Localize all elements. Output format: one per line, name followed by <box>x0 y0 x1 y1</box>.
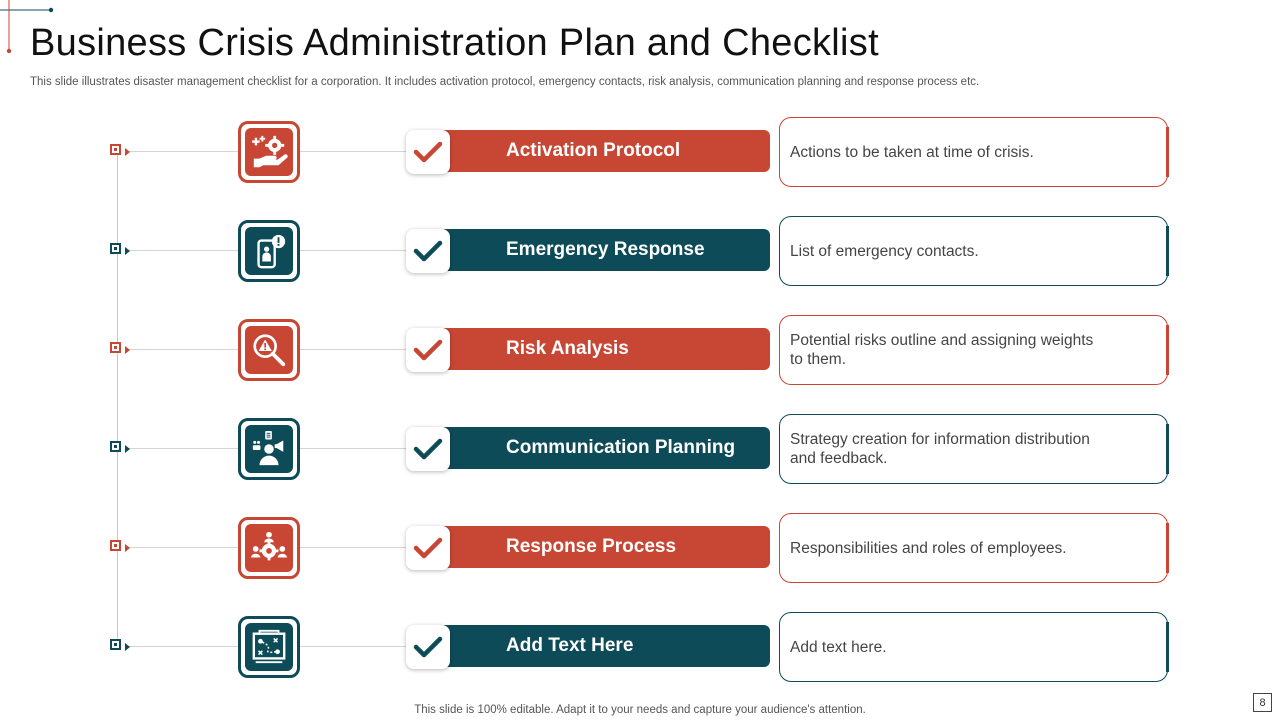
item-label: Add Text Here <box>506 635 634 656</box>
checklist-row <box>0 612 1280 682</box>
checklist-row <box>0 117 1280 187</box>
checklist-row <box>0 414 1280 484</box>
checkbox-checked[interactable] <box>406 526 450 570</box>
item-label: Activation Protocol <box>506 140 681 161</box>
checkbox-checked[interactable] <box>406 625 450 669</box>
item-label: Response Process <box>506 536 677 557</box>
item-icon-tile <box>238 418 300 480</box>
checkbox-checked[interactable] <box>406 427 450 471</box>
item-description: List of emergency contacts. <box>790 242 979 260</box>
page-subtitle: This slide illustrates disaster management checklist for a corporation. It includes activation protocol, emergency contacts, risk analysis, communication planning and response process etc. <box>30 76 980 88</box>
timeline-node-dot <box>114 247 117 250</box>
item-description-box <box>779 315 1168 385</box>
magnifier-warning-icon <box>245 326 293 374</box>
item-description-box <box>779 513 1168 583</box>
page-title: Business Crisis Administration Plan and Checklist <box>30 22 879 64</box>
footer-note: This slide is 100% editable. Adapt it to your needs and capture your audience's attention. <box>414 704 866 716</box>
strategy-board-icon <box>245 623 293 671</box>
timeline-node-dot <box>114 643 117 646</box>
item-label: Communication Planning <box>506 437 736 458</box>
page-number: 8 <box>1253 693 1272 712</box>
checkbox-checked[interactable] <box>406 229 450 273</box>
timeline-arrow-icon <box>125 346 130 354</box>
item-description: Actions to be taken at time of crisis. <box>790 143 1034 161</box>
timeline-arrow-icon <box>125 544 130 552</box>
item-description: Add text here. <box>790 638 887 656</box>
megaphone-person-icon <box>245 425 293 473</box>
item-description-box <box>779 216 1168 286</box>
checkmark-icon <box>413 140 443 164</box>
checkmark-icon <box>413 338 443 362</box>
description-accent <box>1166 424 1169 474</box>
item-label-bar <box>440 328 770 370</box>
checkbox-checked[interactable] <box>406 130 450 174</box>
checkmark-icon <box>413 536 443 560</box>
item-icon-tile <box>238 517 300 579</box>
item-description: Potential risks outline and assigning weights to them. <box>790 332 1094 368</box>
description-accent <box>1166 127 1169 177</box>
item-icon-tile <box>238 319 300 381</box>
description-accent <box>1166 523 1169 573</box>
description-accent <box>1166 226 1169 276</box>
item-label: Risk Analysis <box>506 338 629 359</box>
checklist-row <box>0 216 1280 286</box>
item-description: Strategy creation for information distribution and feedback. <box>790 431 1090 467</box>
item-label-bar <box>440 130 770 172</box>
timeline-arrow-icon <box>125 247 130 255</box>
item-description-box <box>779 612 1168 682</box>
timeline-arrow-icon <box>125 643 130 651</box>
checkmark-icon <box>413 635 443 659</box>
item-icon-tile <box>238 220 300 282</box>
description-accent <box>1166 622 1169 672</box>
phone-alert-icon <box>245 227 293 275</box>
checkmark-icon <box>413 239 443 263</box>
checklist-row <box>0 513 1280 583</box>
timeline-arrow-icon <box>125 445 130 453</box>
item-label-bar <box>440 526 770 568</box>
timeline-node-dot <box>114 544 117 547</box>
item-description-box <box>779 117 1168 187</box>
team-gear-icon <box>245 524 293 572</box>
hand-gear-icon <box>245 128 293 176</box>
timeline-node-dot <box>114 445 117 448</box>
item-label: Emergency Response <box>506 239 705 260</box>
item-description-box <box>779 414 1168 484</box>
description-accent <box>1166 325 1169 375</box>
checkbox-checked[interactable] <box>406 328 450 372</box>
timeline-node-dot <box>114 346 117 349</box>
timeline-node-dot <box>114 148 117 151</box>
item-label-bar <box>440 427 770 469</box>
checklist-row <box>0 315 1280 385</box>
item-label-bar <box>440 229 770 271</box>
checkmark-icon <box>413 437 443 461</box>
item-icon-tile <box>238 121 300 183</box>
item-label-bar <box>440 625 770 667</box>
item-icon-tile <box>238 616 300 678</box>
timeline-arrow-icon <box>125 148 130 156</box>
item-description: Responsibilities and roles of employees. <box>790 539 1067 557</box>
